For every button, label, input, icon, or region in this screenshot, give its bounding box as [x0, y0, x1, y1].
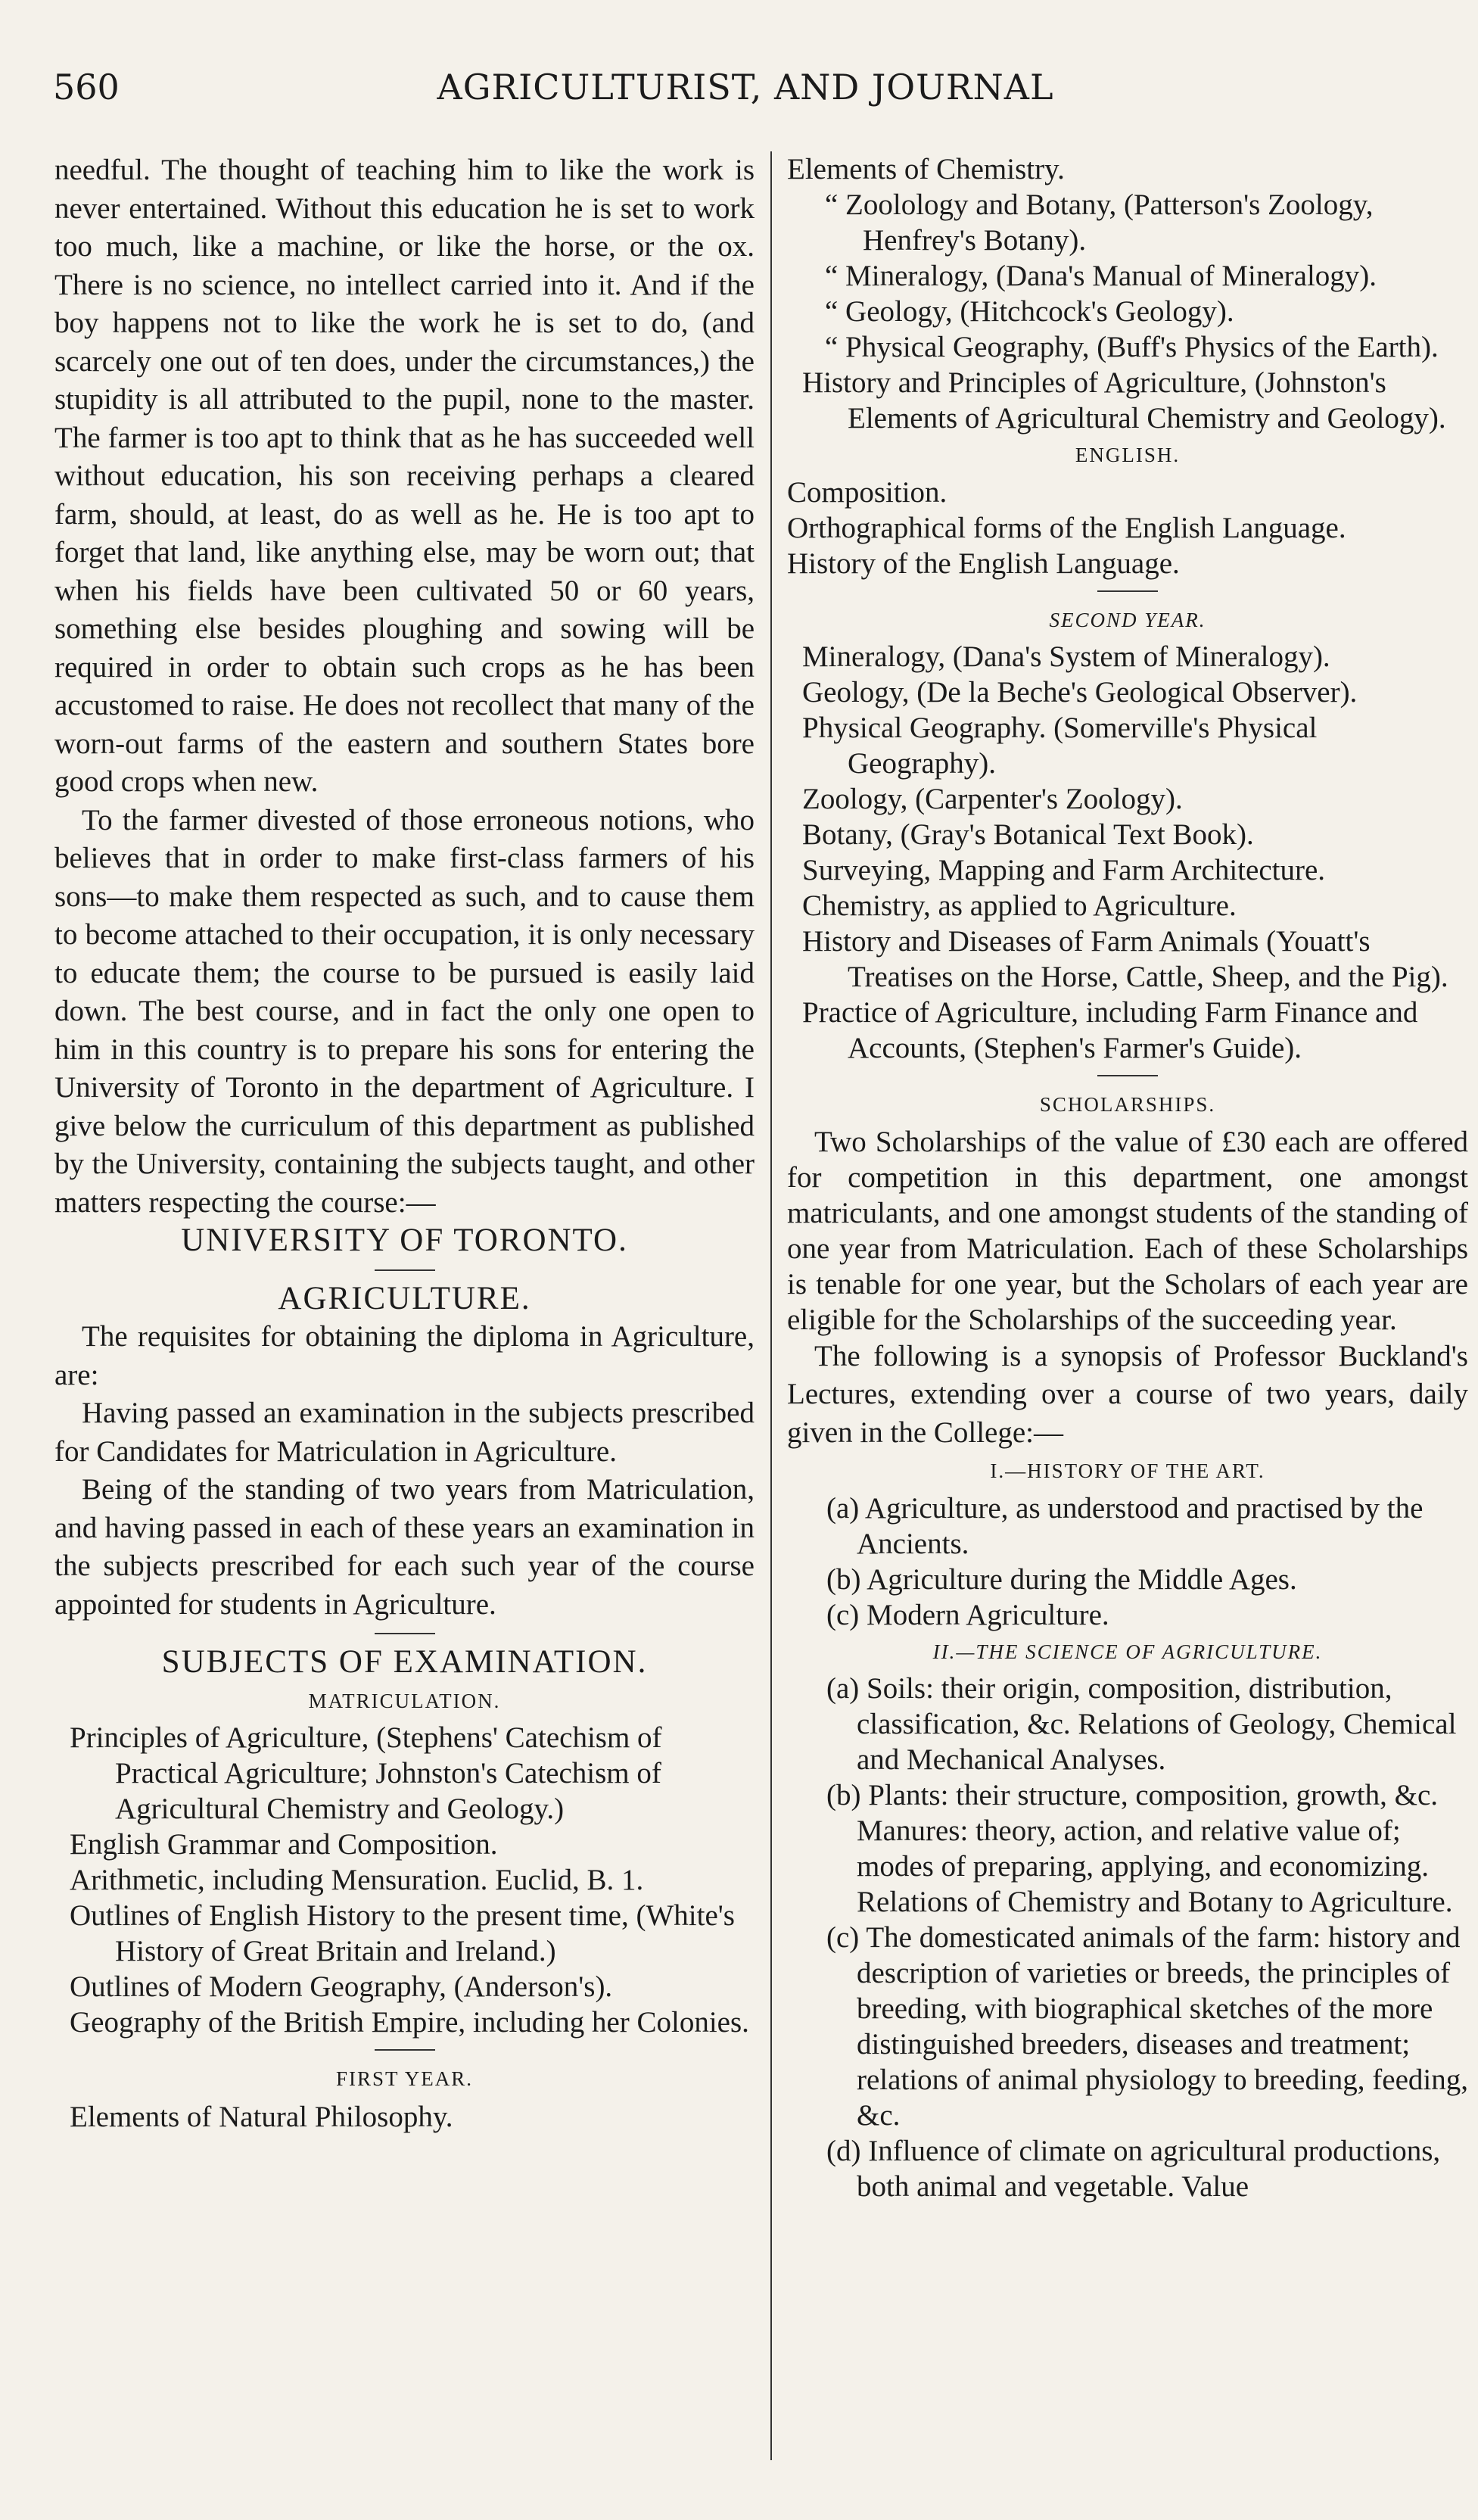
heading-second-year: SECOND YEAR. — [1049, 608, 1206, 631]
heading-scholarships: SCHOLARSHIPS. — [1039, 1093, 1216, 1116]
list-item: Chemistry, as applied to Agriculture. — [802, 889, 1237, 922]
list-item: (d) Influence of climate on agricultural productions, both animal and vegetable. Value — [826, 2135, 1441, 2203]
list-item: (a) Agriculture, as understood and practised by the Ancients. — [826, 1491, 1424, 1560]
list-item: Surveying, Mapping and Farm Architecture. — [802, 854, 1326, 886]
list-item: History of the English Language. — [787, 547, 1180, 580]
list-item: Physical Geography. (Somerville's Physical Geography). — [802, 712, 1318, 780]
list-item: “ Geology, (Hitchcock's Geology). — [825, 295, 1234, 328]
paragraph: The following is a synopsis of Professor Buckland's Lectures, extending over a course of two years, daily given in the College:— — [787, 1339, 1468, 1449]
paragraph: needful. The thought of teaching him to like the work is never entertained. Without this education he is set to work too much, like a machine, or like the horse, or the ox. There is no science, no intellect carried into it. And if the boy happens not to like the work he is set to do, (and scarcely one out of ten does, under the circumstances,) the stupidity is all attributed to the pupil, none to the master. The farmer is too apt to think that as he has succeeded well without education, his son receiving perhaps a cleared farm, should, at least, do as well as he. He is too apt to forget that land, like anything else, may be worn out; that when his fields have been cultivated 50 or 60 years, something else besides ploughing and sowing will be required in order to obtain such crops as he has been accustomed to raise. He does not recollect that many of the worn-out farms of the eastern and southern States bore good crops when new. — [54, 154, 755, 798]
list-item: Botany, (Gray's Botanical Text Book). — [802, 818, 1254, 851]
short-rule — [1097, 1075, 1158, 1076]
paragraph: Being of the standing of two years from Matriculation, and having passed in each of these years an examination in the subjects prescribed for each such year of the course appointed for students in Agriculture. — [54, 1473, 755, 1621]
list-item: Elements of Chemistry. — [787, 153, 1065, 185]
list-item: (c) Modern Agriculture. — [826, 1598, 1109, 1631]
paragraph: To the farmer divested of those erroneous notions, who believes that in order to make first-class farmers of his sons—to make them respected as such, and to cause them to become attached to their occupation, it is only necessary to educate them; the course to be pursued is easily laid down. The best course, and in fact the only one open to him in this country is to prepare his sons for entering the University of Toronto in the department of Agriculture. I give below the curriculum of this department as published by the University, containing the subjects taught, and other matters respecting the course:— — [54, 803, 755, 1219]
list-item: Geography of the British Empire, including her Colonies. — [70, 2006, 749, 2039]
paragraph: Two Scholarships of the value of £30 each are offered for competition in this department, one amongst matriculants, and one amongst students of the standing of one year from Matriculation. Each of these Scholarships is tenable for one year, but the Scholars of each year are eligible for the Scholarships of the succeeding year. — [787, 1125, 1468, 1336]
list-item: “ Physical Geography, (Buff's Physics of the Earth). — [825, 331, 1439, 363]
heading-first-year: FIRST YEAR. — [335, 2067, 474, 2090]
list-item: Outlines of Modern Geography, (Anderson's). — [70, 1970, 613, 2003]
heading-matriculation: MATRICULATION. — [308, 1689, 501, 1712]
list-item: Mineralogy, (Dana's System of Mineralogy). — [802, 640, 1330, 673]
right-column — [787, 151, 1468, 2498]
list-item: (c) The domesticated animals of the farm: history and description of varieties or breeds, the principles of breeding, with biographical sketches of the more distinguished breeders, diseases and treatment; relations of animal physiology to breeding, feeding, &c. — [826, 1921, 1468, 2132]
heading-science-of-agriculture: II.—THE SCIENCE OF AGRICULTURE. — [932, 1640, 1323, 1663]
list-item: Practice of Agriculture, including Farm Finance and Accounts, (Stephen's Farmer's Guide). — [802, 996, 1418, 1064]
heading-agriculture: AGRICULTURE. — [278, 1280, 531, 1316]
short-rule — [375, 2049, 435, 2051]
list-item: Outlines of English History to the present time, (White's History of Great Britain and Ireland.) — [70, 1899, 735, 1967]
heading-subjects: SUBJECTS OF EXAMINATION. — [161, 1644, 648, 1680]
list-item: Elements of Natural Philosophy. — [70, 2100, 453, 2133]
list-item: History and Principles of Agriculture, (Johnston's Elements of Agricultural Chemistry and Geology). — [802, 366, 1446, 435]
heading-history-of-the-art: I.—HISTORY OF THE ART. — [990, 1459, 1265, 1482]
left-column — [54, 151, 755, 2498]
list-item: Arithmetic, including Mensuration. Euclid, B. 1. — [70, 1864, 644, 1896]
column-divider — [770, 151, 772, 2460]
list-item: Orthographical forms of the English Language. — [787, 511, 1346, 544]
running-title: AGRICULTURIST, AND JOURNAL — [437, 67, 1054, 107]
short-rule — [375, 1269, 435, 1271]
list-item: (b) Plants: their structure, composition, growth, &c. Manures: theory, action, and relative value of; modes of preparing, applying, and economizing. Relations of Chemistry and Botany to Agriculture. — [826, 1779, 1453, 1918]
list-item: History and Diseases of Farm Animals (Youatt's Treatises on the Horse, Cattle, Sheep, and the Pig). — [802, 925, 1448, 993]
list-item: (a) Soils: their origin, composition, distribution, classification, &c. Relations of Geology, Chemical and Mechanical Analyses. — [826, 1672, 1457, 1776]
short-rule — [1097, 590, 1158, 592]
list-item: Zoology, (Carpenter's Zoology). — [802, 783, 1183, 815]
heading-university: UNIVERSITY OF TORONTO. — [181, 1223, 628, 1258]
list-item: Principles of Agriculture, (Stephens' Catechism of Practical Agriculture; Johnston's Catechism of Agricultural Chemistry and Geology.) — [70, 1721, 662, 1825]
list-item: “ Mineralogy, (Dana's Manual of Mineralogy). — [825, 260, 1377, 292]
list-item: “ Zoolology and Botany, (Patterson's Zoology, Henfrey's Botany). — [825, 188, 1374, 257]
heading-english: ENGLISH. — [1075, 444, 1181, 466]
list-item: Geology, (De la Beche's Geological Observer). — [802, 676, 1358, 709]
list-item: English Grammar and Composition. — [70, 1828, 498, 1861]
list-item: (b) Agriculture during the Middle Ages. — [826, 1562, 1297, 1596]
paragraph: The requisites for obtaining the diploma in Agriculture, are: — [54, 1320, 755, 1391]
page-header — [53, 67, 1438, 120]
list-item: Composition. — [787, 475, 947, 509]
short-rule — [375, 1633, 435, 1634]
paragraph: Having passed an examination in the subjects prescribed for Candidates for Matriculation in Agriculture. — [54, 1397, 755, 1468]
page-number: 560 — [53, 67, 120, 107]
